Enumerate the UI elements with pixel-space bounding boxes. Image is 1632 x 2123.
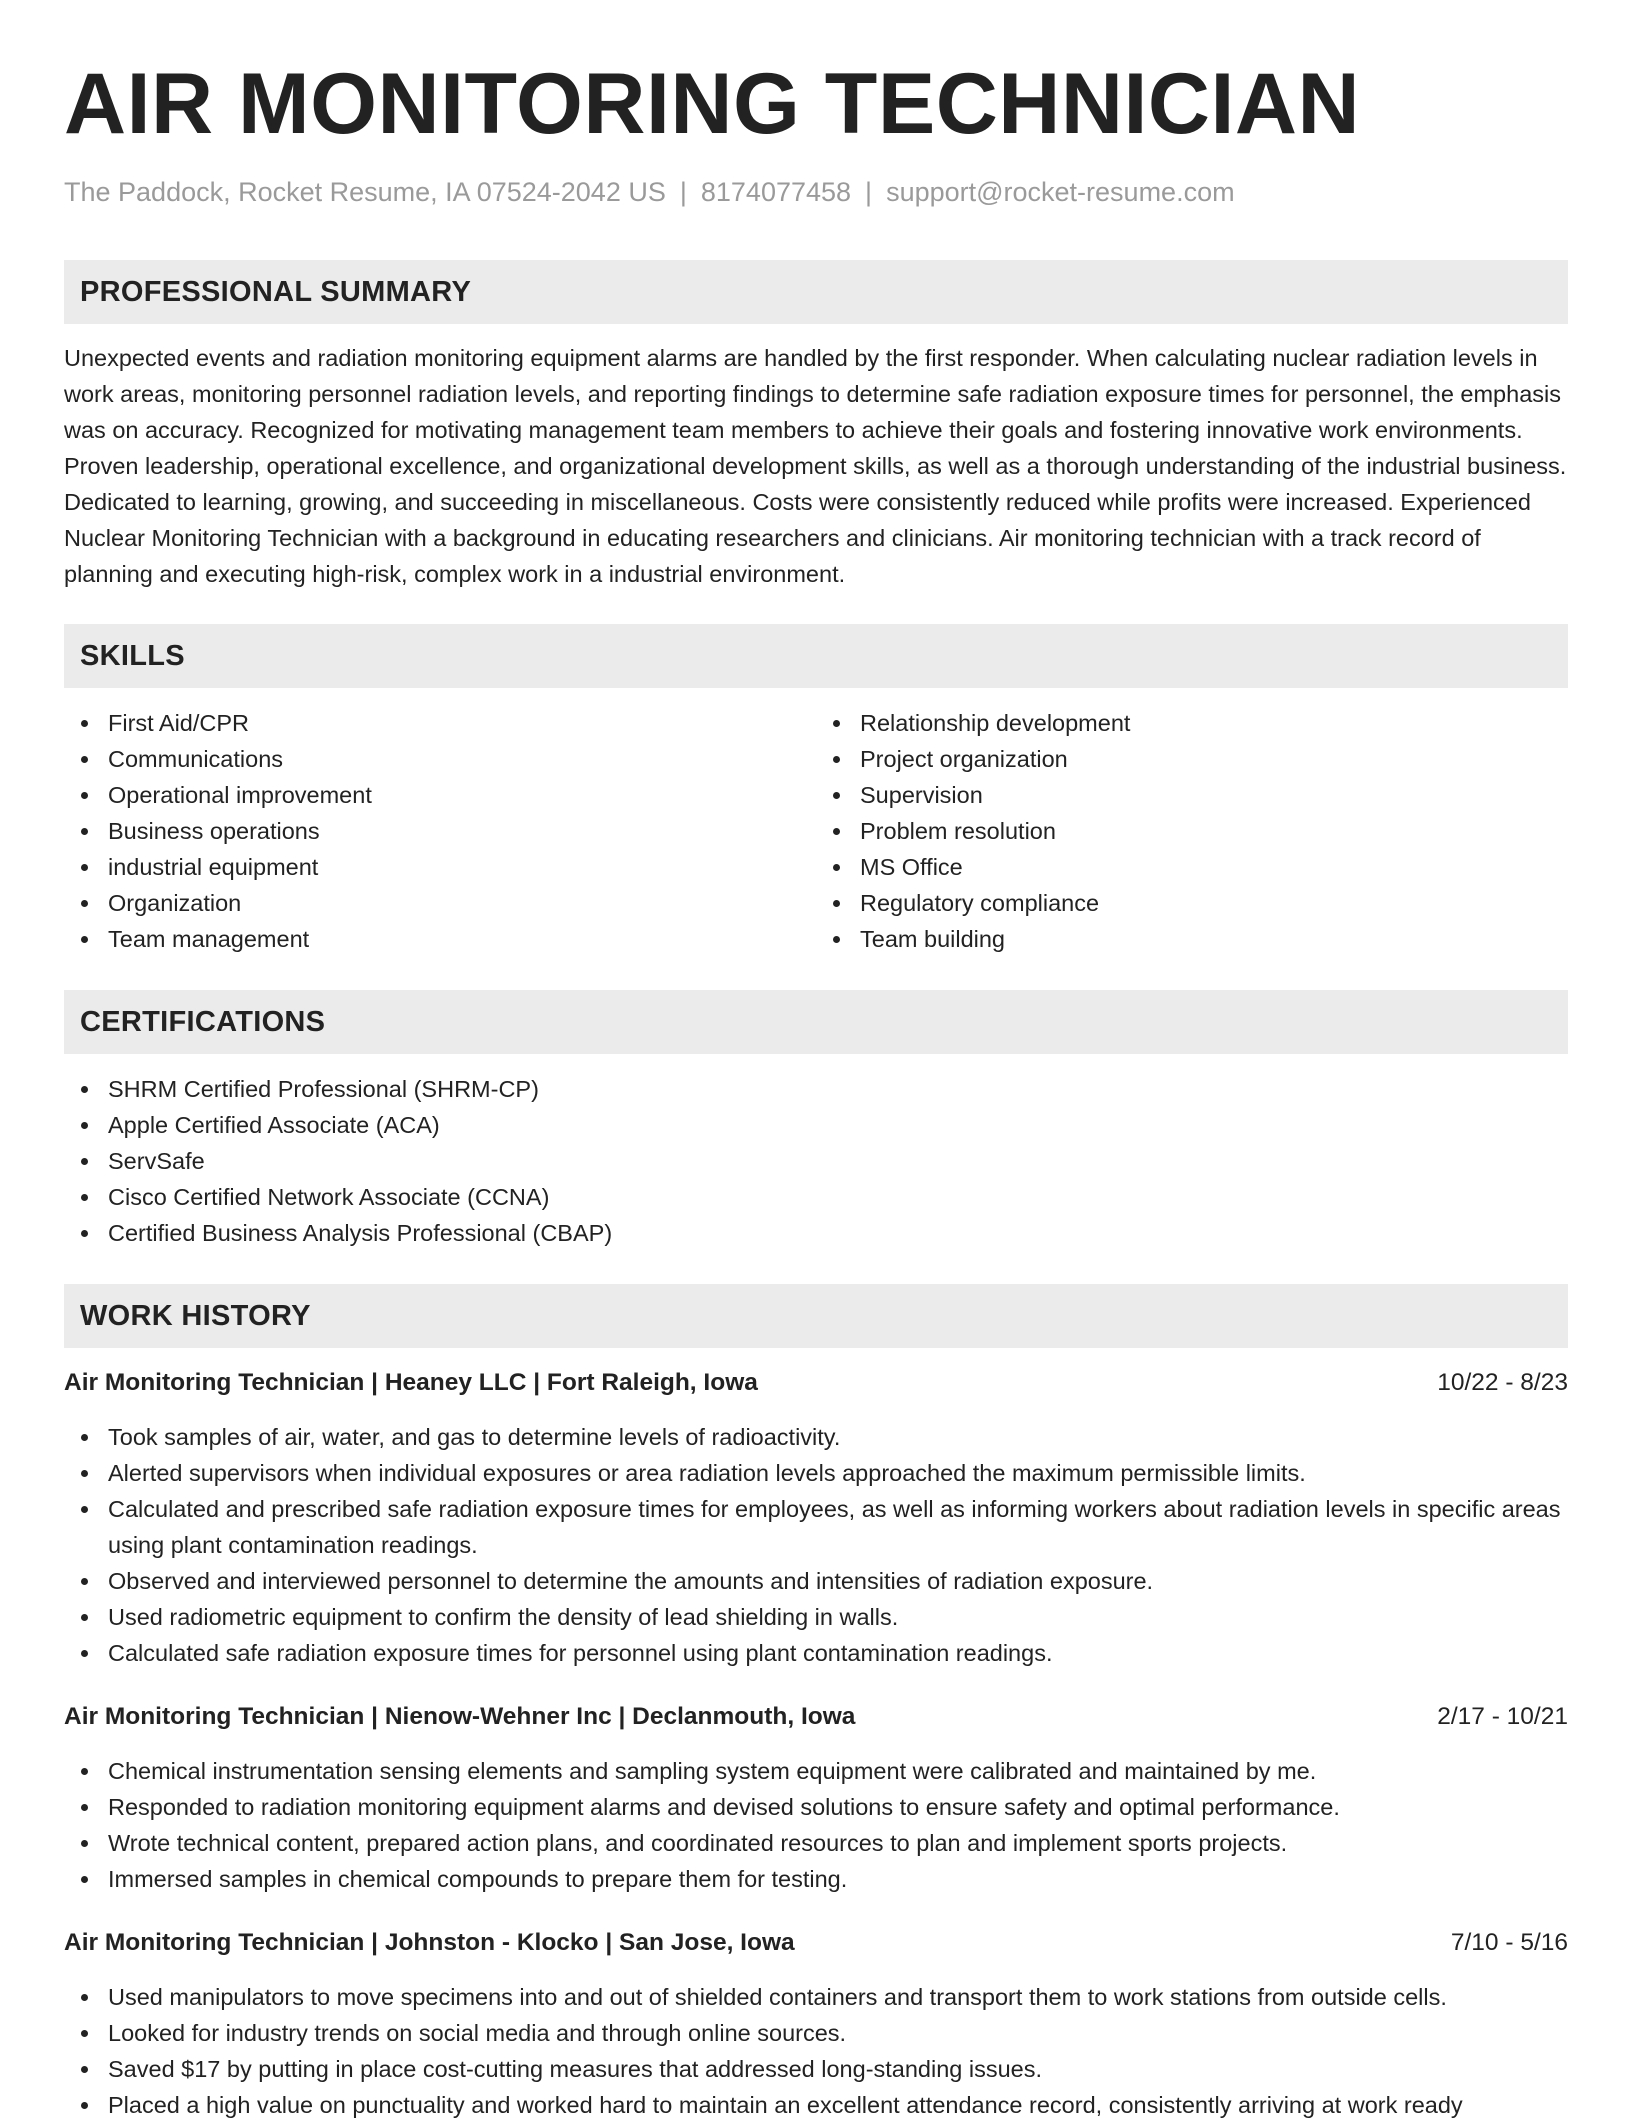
skills-list xyxy=(64,705,1568,957)
job-dates: 10/22 - 8/23 xyxy=(1437,1369,1568,1396)
skill-item: Team building xyxy=(860,921,1568,957)
job-dates: 7/10 - 5/16 xyxy=(1450,1929,1568,1956)
contact-address: The Paddock, Rocket Resume, IA 07524-2042 US xyxy=(64,177,666,207)
skill-item: Regulatory compliance xyxy=(860,885,1568,921)
job-entry xyxy=(64,1365,1568,1671)
section-heading-skills: SKILLS xyxy=(64,624,1568,688)
job-bullet: Saved $17 by putting in place cost-cutting measures that addressed long-standing issues. xyxy=(108,2051,1568,2087)
job-bullet: Responded to radiation monitoring equipment alarms and devised solutions to ensure safety and optimal performance. xyxy=(108,1789,1568,1825)
skill-item: Organization xyxy=(108,885,816,921)
skill-item: Communications xyxy=(108,741,816,777)
contact-separator: | xyxy=(679,177,687,207)
skill-item: Business operations xyxy=(108,813,816,849)
job-bullet: Alerted supervisors when individual exposures or area radiation levels approached the maximum permissible limits. xyxy=(108,1455,1568,1491)
skill-item: Project organization xyxy=(860,741,1568,777)
contact-phone: 8174077458 xyxy=(700,177,852,207)
job-bullet: Immersed samples in chemical compounds to prepare them for testing. xyxy=(108,1861,1568,1897)
skill-item: Team management xyxy=(108,921,816,957)
certification-item: SHRM Certified Professional (SHRM-CP) xyxy=(108,1071,1568,1107)
certification-item: Certified Business Analysis Professional (CBAP) xyxy=(108,1215,1568,1251)
contact-email: support@rocket-resume.com xyxy=(886,177,1235,207)
job-bullet: Used manipulators to move specimens into and out of shielded containers and transport them to work stations from outside cells. xyxy=(108,1979,1568,2015)
job-header xyxy=(64,1699,1568,1735)
certification-item: Apple Certified Associate (ACA) xyxy=(108,1107,1568,1143)
certification-item: Cisco Certified Network Associate (CCNA) xyxy=(108,1179,1568,1215)
contact-line xyxy=(64,174,1568,210)
job-title: Air Monitoring Technician | Nienow-Wehner Inc | Declanmouth, Iowa xyxy=(64,1703,856,1730)
skill-item: industrial equipment xyxy=(108,849,816,885)
skill-item: Operational improvement xyxy=(108,777,816,813)
job-entry xyxy=(64,1699,1568,1897)
job-bullet: Chemical instrumentation sensing elements and sampling system equipment were calibrated and maintained by me. xyxy=(108,1753,1568,1789)
skill-item: Supervision xyxy=(860,777,1568,813)
job-entry xyxy=(64,1925,1568,2123)
section-heading-work-history: WORK HISTORY xyxy=(64,1284,1568,1348)
job-bullets xyxy=(64,1419,1568,1671)
candidate-name: AIR MONITORING TECHNICIAN xyxy=(64,56,1361,152)
job-title: Air Monitoring Technician | Heaney LLC | Fort Raleigh, Iowa xyxy=(64,1369,758,1396)
skill-item: Problem resolution xyxy=(860,813,1568,849)
job-bullets xyxy=(64,1979,1568,2123)
contact-separator: | xyxy=(865,177,873,207)
skill-item: First Aid/CPR xyxy=(108,705,816,741)
job-bullet: Looked for industry trends on social media and through online sources. xyxy=(108,2015,1568,2051)
section-heading-certifications: CERTIFICATIONS xyxy=(64,990,1568,1054)
job-bullet: Used radiometric equipment to confirm the density of lead shielding in walls. xyxy=(108,1599,1568,1635)
job-header xyxy=(64,1365,1568,1401)
job-bullet: Placed a high value on punctuality and worked hard to maintain an excellent attendance record, consistently arriving at work ready xyxy=(108,2087,1568,2123)
job-bullet: Observed and interviewed personnel to determine the amounts and intensities of radiation exposure. xyxy=(108,1563,1568,1599)
job-bullet: Calculated safe radiation exposure times for personnel using plant contamination readings. xyxy=(108,1635,1568,1671)
job-header xyxy=(64,1925,1568,1961)
resume-page xyxy=(64,52,1568,2123)
skills-column-right xyxy=(816,705,1568,957)
skill-item: Relationship development xyxy=(860,705,1568,741)
job-bullet: Took samples of air, water, and gas to determine levels of radioactivity. xyxy=(108,1419,1568,1455)
job-dates: 2/17 - 10/21 xyxy=(1437,1703,1568,1730)
certifications-list xyxy=(64,1071,1568,1251)
summary-text: Unexpected events and radiation monitoring equipment alarms are handled by the first responder. When calculating nuclear radiation levels in work areas, monitoring personnel radiation levels, and reporting findings to determine safe radiation exposure times for personnel, the emphasis was on accuracy. Recognized for motivating management team members to achieve their goals and fostering innovative work environments. Proven leadership, operational excellence, and organizational development skills, as well as a thorough understanding of the industrial business. Dedicated to learning, growing, and succeeding in miscellaneous. Costs were consistently reduced while profits were increased. Experienced Nuclear Monitoring Technician with a background in educating researchers and clinicians. Air monitoring technician with a track record of planning and executing high-risk, complex work in a industrial environment. xyxy=(64,345,1567,587)
certification-item: ServSafe xyxy=(108,1143,1568,1179)
section-heading-summary: PROFESSIONAL SUMMARY xyxy=(64,260,1568,324)
skill-item: MS Office xyxy=(860,849,1568,885)
job-bullets xyxy=(64,1753,1568,1897)
job-bullet: Calculated and prescribed safe radiation exposure times for employees, as well as informing workers about radiation levels in specific areas using plant contamination readings. xyxy=(108,1491,1568,1563)
job-bullet: Wrote technical content, prepared action plans, and coordinated resources to plan and implement sports projects. xyxy=(108,1825,1568,1861)
skills-column-left xyxy=(64,705,816,957)
job-title: Air Monitoring Technician | Johnston - Klocko | San Jose, Iowa xyxy=(64,1929,795,1956)
